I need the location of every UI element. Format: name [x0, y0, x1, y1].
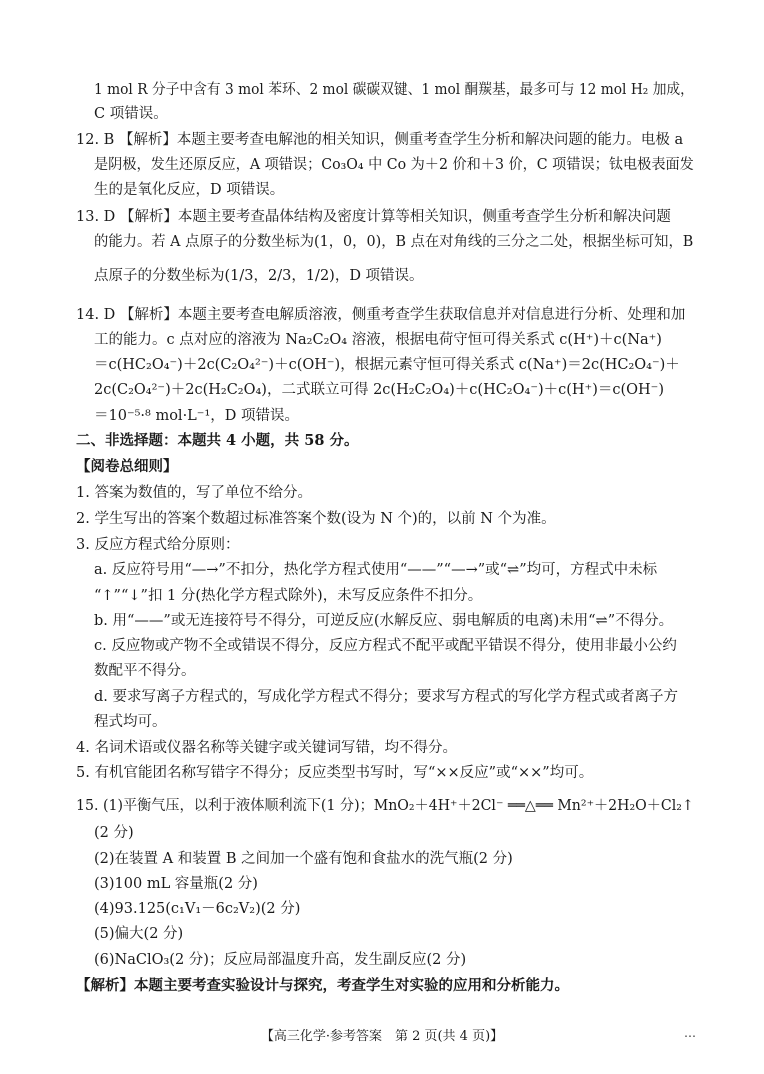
text-line: (6)NaClO₃(2 分)；反应局部温度升高，发生副反应(2 分)	[94, 952, 467, 968]
text-line: 4. 名词术语或仪器名称等关键字或关键词写错，均不得分。	[76, 740, 457, 756]
text-line: 2c(C₂O₄²⁻)＋2c(H₂C₂O₄)，二式联立可得 2c(H₂C₂O₄)＋c(HC₂O₄⁻)＋c(H⁺)＝c(OH⁻)	[94, 382, 664, 398]
text-line: (3)100 mL 容量瓶(2 分)	[94, 876, 258, 892]
text-line: 3. 反应方程式给分原则：	[76, 537, 240, 553]
text-line: (4)93.125(c₁V₁－6c₂V₂)(2 分)	[94, 901, 301, 917]
text-line: c. 反应物或产物不全或错误不得分，反应方程式不配平或配平错误不得分，使用非最小公约	[94, 638, 677, 654]
text-line: ＝c(HC₂O₄⁻)＋2c(C₂O₄²⁻)＋c(OH⁻)，根据元素守恒可得关系式 c(Na⁺)＝2c(HC₂O₄⁻)＋	[94, 357, 680, 373]
text-line: 工的能力。c 点对应的溶液为 Na₂C₂O₄ 溶液，根据电荷守恒可得关系式 c(H⁺)＋c(Na⁺)	[94, 332, 662, 348]
text-line: 12. B 【解析】本题主要考查电解池的相关知识，侧重考查学生分析和解决问题的能力。电极 a	[76, 132, 684, 148]
text-line: “↑”“↓”扣 1 分(热化学方程式除外)，未写反应条件不扣分。	[94, 588, 483, 604]
text-line: b. 用“——”或无连接符号不得分，可逆反应(水解反应、弱电解质的电离)未用“⇌”不得分。	[94, 613, 674, 629]
text-line: 生的是氧化反应，D 项错误。	[94, 182, 285, 198]
text-line: 1 mol R 分子中含有 3 mol 苯环、2 mol 碳碳双键、1 mol 酮羰基，最多可与 12 mol H₂ 加成，	[94, 82, 694, 98]
text-line: 点原子的分数坐标为(1/3，2/3，1/2)，D 项错误。	[94, 268, 424, 284]
text-line: a. 反应符号用“—→”不扣分，热化学方程式使用“——”“—→”或“⇌”均可，方程式中未标	[94, 562, 658, 578]
text-line: 是阴极，发生还原反应，A 项错误；Co₃O₄ 中 Co 为＋2 价和＋3 价，C 项错误；钛电极表面发	[94, 157, 694, 173]
corner-mark: …	[684, 1026, 696, 1040]
text-line: (2)在装置 A 和装置 B 之间加一个盛有饱和食盐水的洗气瓶(2 分)	[94, 851, 513, 867]
text-line: 14. D 【解析】本题主要考查电解质溶液，侧重考查学生获取信息并对信息进行分析、处理和加	[76, 307, 686, 323]
text-line: d. 要求写离子方程式的，写成化学方程式不得分；要求写方程式的写化学方程式或者离子方	[94, 689, 678, 705]
text-line: ＝10⁻⁵·⁸ mol·L⁻¹，D 项错误。	[94, 408, 300, 424]
grading-rules-heading: 【阅卷总细则】	[76, 458, 178, 475]
text-line: (5)偏大(2 分)	[94, 926, 184, 942]
analysis-line: 【解析】本题主要考查实验设计与探究，考查学生对实验的应用和分析能力。	[76, 977, 569, 994]
text-line: 数配平不得分。	[94, 663, 196, 679]
page-footer: 【高三化学·参考答案 第 2 页(共 4 页)】	[260, 1029, 504, 1044]
text-line: 的能力。若 A 点原子的分数坐标为(1，0，0)，B 点在对角线的三分之二处，根据坐标可知，B	[94, 234, 694, 250]
section-heading: 二、非选择题：本题共 4 小题，共 58 分。	[76, 432, 359, 449]
text-line: C 项错误。	[94, 106, 168, 122]
text-line: 15. (1)平衡气压，以利于液体顺利流下(1 分)；MnO₂＋4H⁺＋2Cl⁻ ══△══ Mn²⁺＋2H₂O＋Cl₂↑	[76, 798, 694, 814]
text-line: 程式均可。	[94, 714, 167, 730]
text-line: 5. 有机官能团名称写错字不得分；反应类型书写时，写“××反应”或“××”均可。	[76, 765, 594, 781]
text-line: 1. 答案为数值的，写了单位不给分。	[76, 485, 312, 501]
text-line: 13. D 【解析】本题主要考查晶体结构及密度计算等相关知识，侧重考查学生分析和解决问题	[76, 209, 671, 225]
text-line: (2 分)	[94, 825, 134, 841]
text-line: 2. 学生写出的答案个数超过标准答案个数(设为 N 个)的，以前 N 个为准。	[76, 511, 556, 527]
